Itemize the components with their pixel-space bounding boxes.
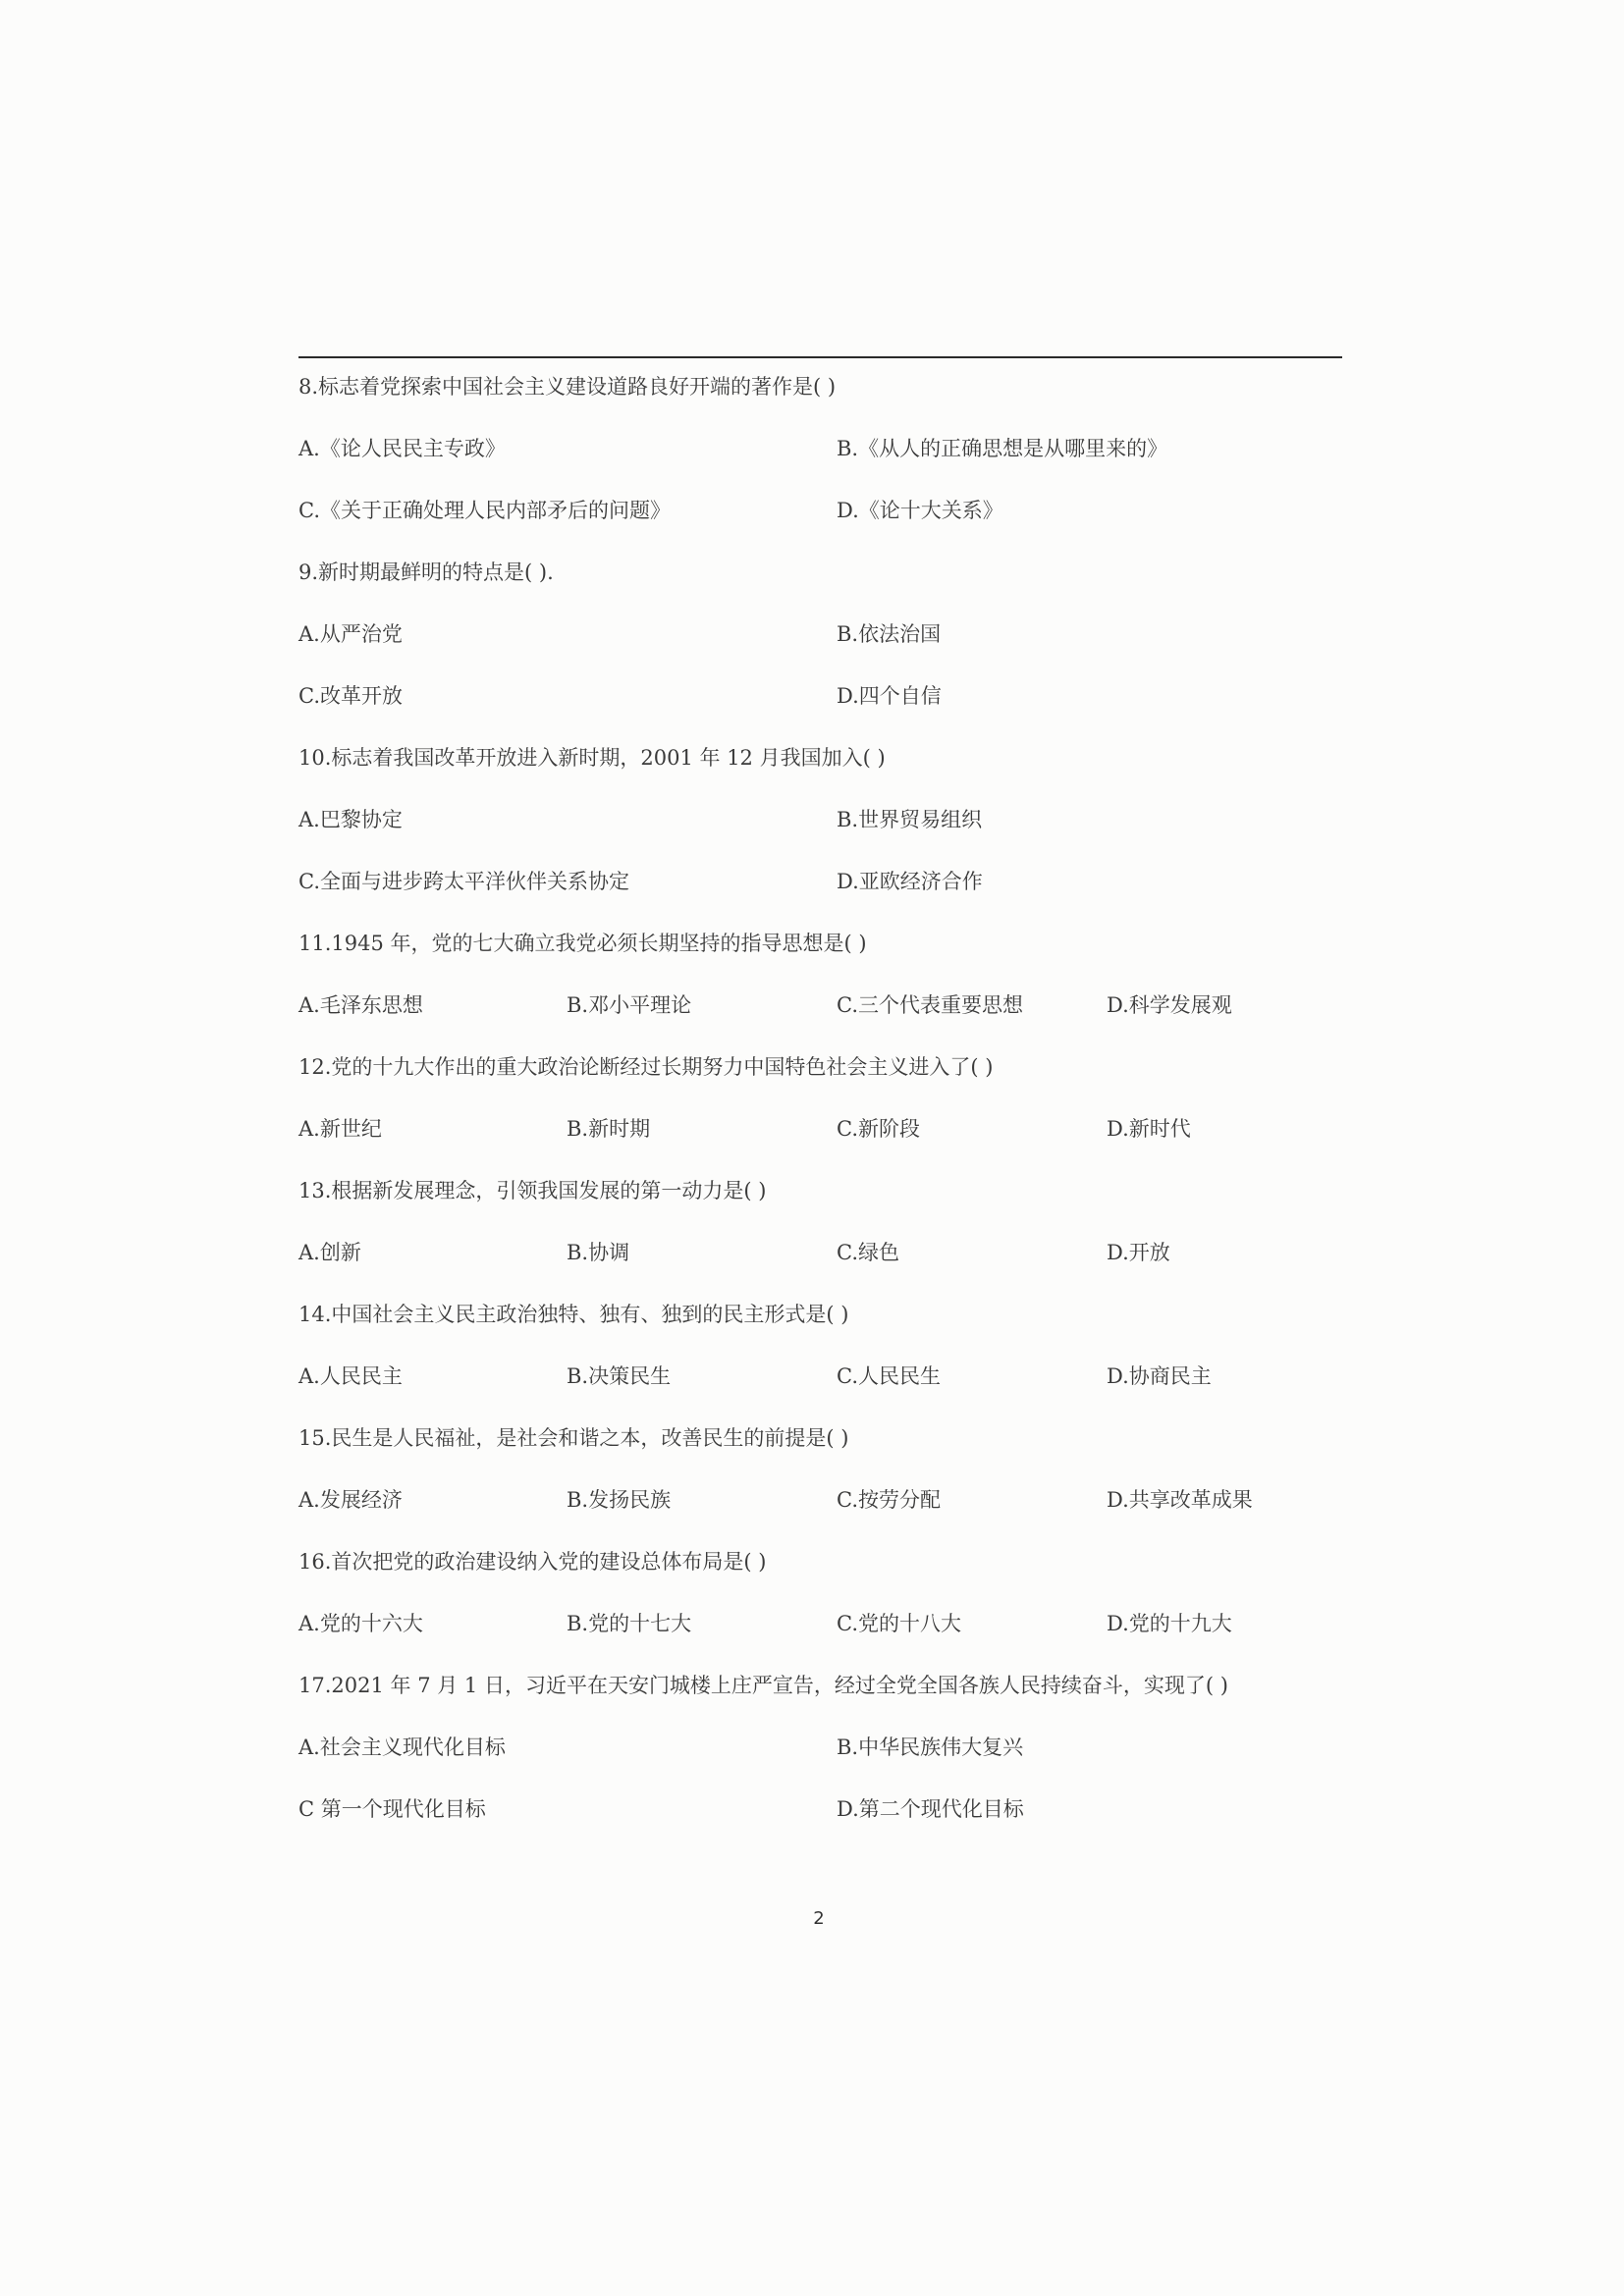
question-16-option-b: B.党的十七大 <box>567 1612 692 1635</box>
question-12-option-d: D.新时代 <box>1107 1117 1191 1141</box>
question-10-options-row-1 <box>298 789 1341 851</box>
question-9-option-b: B.依法治国 <box>837 622 942 646</box>
question-15-options-row <box>298 1469 1341 1531</box>
question-15-option-b: B.发扬民族 <box>567 1488 672 1512</box>
question-15-option-d: D.共享改革成果 <box>1107 1488 1253 1512</box>
question-13-options-row <box>298 1222 1341 1284</box>
question-15-stem: 15.民生是人民福祉，是社会和谐之本，改善民生的前提是( ) <box>298 1426 849 1450</box>
question-17-options-row-2 <box>298 1779 1341 1841</box>
question-14-stem: 14.中国社会主义民主政治独特、独有、独到的民主形式是( ) <box>298 1303 849 1326</box>
question-14-option-d: D.协商民主 <box>1107 1364 1212 1388</box>
question-16-option-a: A.党的十六大 <box>298 1612 423 1635</box>
question-13-stem: 13.根据新发展理念，引领我国发展的第一动力是( ) <box>298 1179 767 1202</box>
question-16-option-d: D.党的十九大 <box>1107 1612 1232 1635</box>
question-14-option-a: A.人民民主 <box>298 1364 403 1388</box>
question-8-options-row-2 <box>298 480 1341 542</box>
question-11-options-row <box>298 975 1341 1037</box>
question-17-stem: 17.2021 年 7 月 1 日，习近平在天安门城楼上庄严宣告，经过全党全国各族人民持续奋斗，实现了( ) <box>298 1674 1228 1697</box>
question-13-option-a: A.创新 <box>298 1241 361 1264</box>
question-9-options-row-1 <box>298 604 1341 666</box>
question-8-option-b: B.《从人的正确思想是从哪里来的》 <box>837 437 1168 460</box>
page-number: 2 <box>813 1908 825 1929</box>
question-13-option-c: C.绿色 <box>837 1241 899 1264</box>
question-16-stem: 16.首次把党的政治建设纳入党的建设总体布局是( ) <box>298 1550 767 1574</box>
question-8-option-a: A.《论人民民主专政》 <box>298 437 506 460</box>
question-10-option-c: C.全面与进步跨太平洋伙伴关系协定 <box>298 870 629 893</box>
question-14-option-c: C.人民民生 <box>837 1364 941 1388</box>
question-15-option-c: C.按劳分配 <box>837 1488 941 1512</box>
question-17-option-a: A.社会主义现代化目标 <box>298 1735 506 1759</box>
question-17-options-row-1 <box>298 1717 1341 1779</box>
question-10-stem: 10.标志着我国改革开放进入新时期，2001 年 12 月我国加入( ) <box>298 746 886 770</box>
question-list <box>298 356 1341 1841</box>
question-12-option-c: C.新阶段 <box>837 1117 920 1141</box>
question-12-options-row <box>298 1098 1341 1160</box>
question-8-stem: 8.标志着党探索中国社会主义建设道路良好开端的著作是( ) <box>298 375 837 399</box>
question-10-option-d: D.亚欧经济合作 <box>837 870 983 893</box>
question-9-option-c: C.改革开放 <box>298 684 403 708</box>
question-16-options-row <box>298 1593 1341 1655</box>
question-8-option-d: D.《论十大关系》 <box>837 499 1003 522</box>
question-9-options-row-2 <box>298 666 1341 727</box>
question-11-option-a: A.毛泽东思想 <box>298 993 423 1017</box>
question-11-option-c: C.三个代表重要思想 <box>837 993 1023 1017</box>
question-10-option-b: B.世界贸易组织 <box>837 808 983 831</box>
question-17-option-c: C 第一个现代化目标 <box>298 1797 486 1821</box>
question-11-option-d: D.科学发展观 <box>1107 993 1232 1017</box>
question-17-option-b: B.中华民族伟大复兴 <box>837 1735 1024 1759</box>
question-11-stem: 11.1945 年，党的七大确立我党必须长期坚持的指导思想是( ) <box>298 932 867 955</box>
question-14-options-row <box>298 1346 1341 1408</box>
question-17-option-d: D.第二个现代化目标 <box>837 1797 1024 1821</box>
question-14-option-b: B.决策民生 <box>567 1364 672 1388</box>
question-8-option-c: C.《关于正确处理人民内部矛后的问题》 <box>298 499 671 522</box>
question-12-stem: 12.党的十九大作出的重大政治论断经过长期努力中国特色社会主义进入了( ) <box>298 1055 994 1079</box>
question-10-options-row-2 <box>298 851 1341 913</box>
question-13-option-d: D.开放 <box>1107 1241 1170 1264</box>
question-12-option-b: B.新时期 <box>567 1117 651 1141</box>
question-12-option-a: A.新世纪 <box>298 1117 382 1141</box>
question-9-option-a: A.从严治党 <box>298 622 403 646</box>
question-9-stem: 9.新时期最鲜明的特点是( ). <box>298 561 554 584</box>
question-9-option-d: D.四个自信 <box>837 684 942 708</box>
question-15-option-a: A.发展经济 <box>298 1488 403 1512</box>
question-16-option-c: C.党的十八大 <box>837 1612 961 1635</box>
question-11-option-b: B.邓小平理论 <box>567 993 692 1017</box>
question-13-option-b: B.协调 <box>567 1241 630 1264</box>
question-8-options-row-1 <box>298 418 1341 480</box>
question-10-option-a: A.巴黎协定 <box>298 808 403 831</box>
